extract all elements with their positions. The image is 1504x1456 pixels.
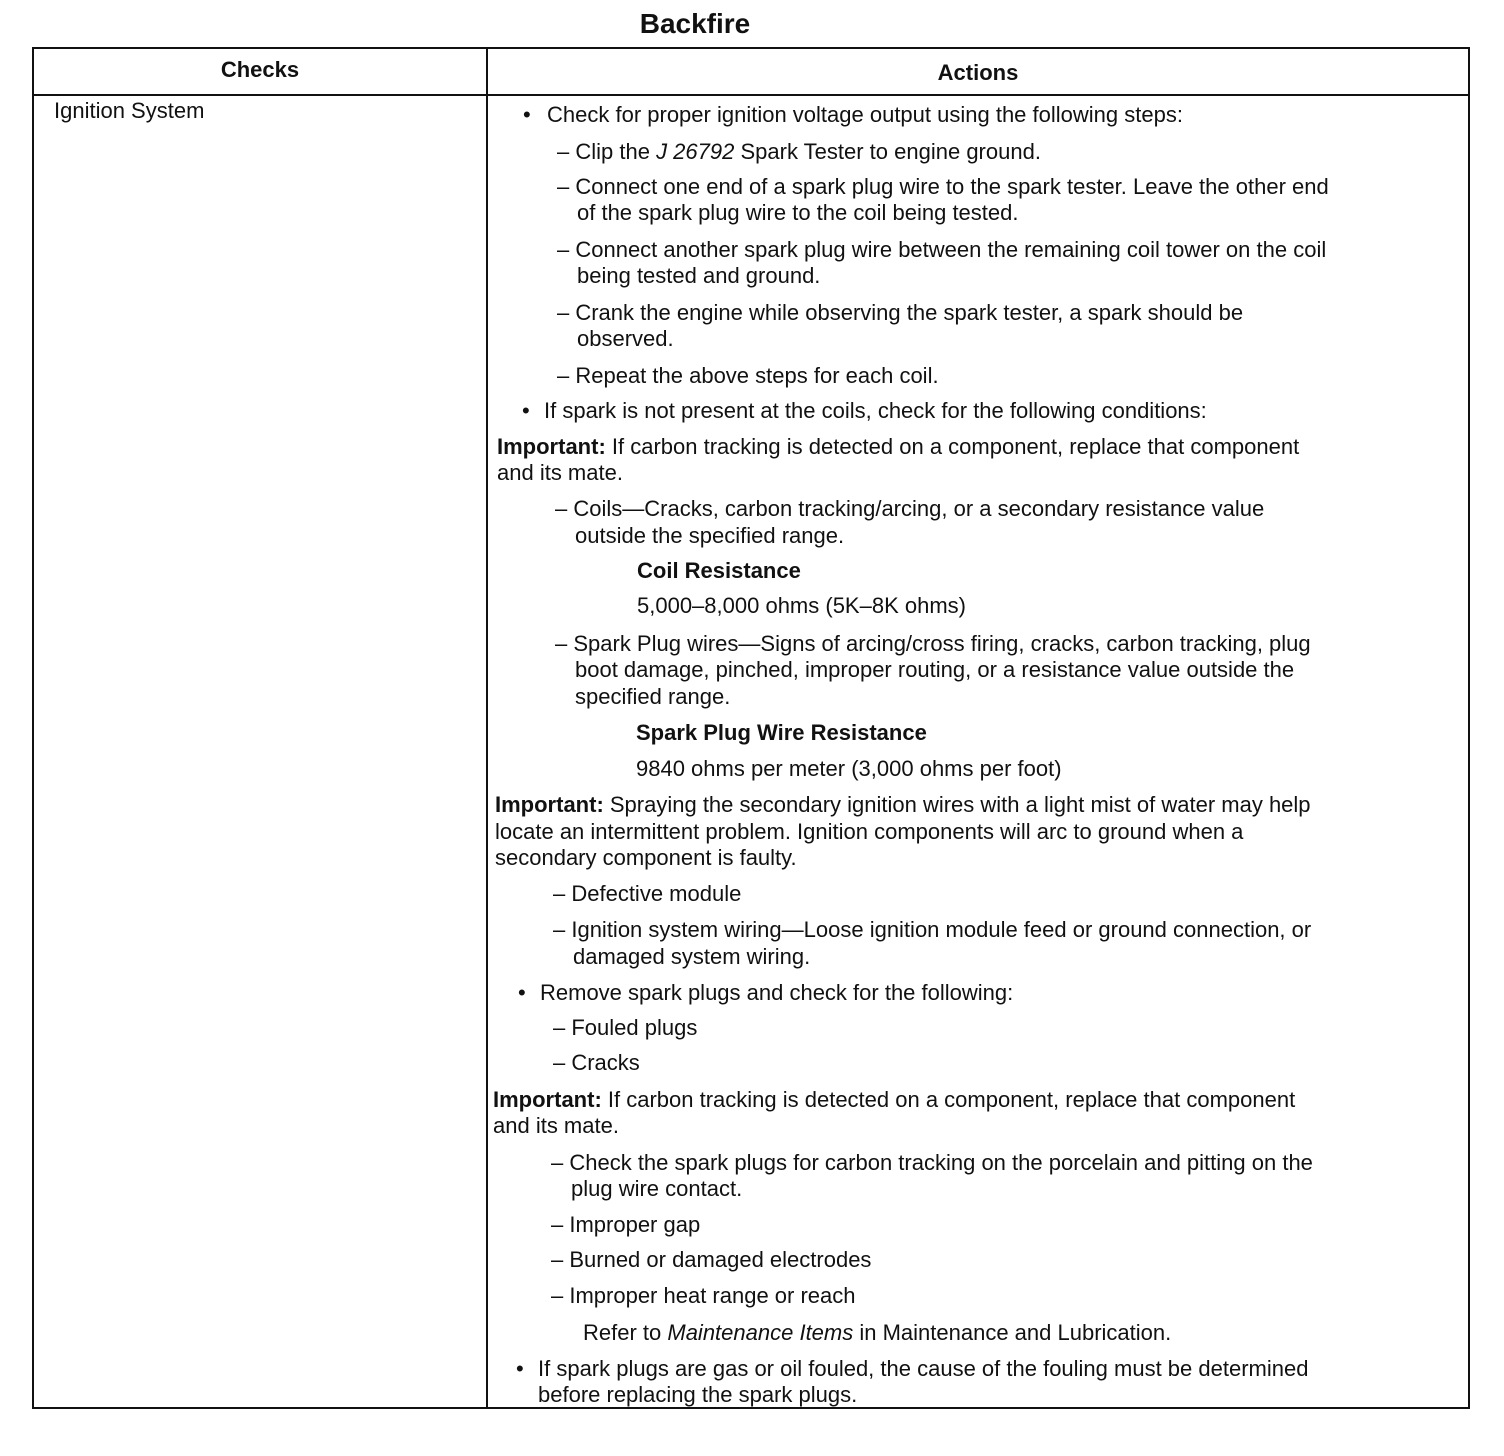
important-label: Important:	[495, 792, 604, 817]
note-text: If carbon tracking is detected on a component, replace that component	[601, 1087, 1296, 1112]
action-step: – Improper heat range or reach	[551, 1283, 856, 1308]
header-actions: Actions	[937, 60, 1019, 85]
page-title: Backfire	[639, 8, 751, 39]
bullet-icon: •	[522, 398, 530, 423]
action-step: – Coils—Cracks, carbon tracking/arcing, or a secondary resistance value	[555, 496, 1265, 521]
reference-text: in Maintenance and Lubrication.	[853, 1320, 1172, 1345]
important-label: Important:	[493, 1087, 602, 1112]
action-step-cont: specified range.	[575, 684, 731, 709]
important-note	[497, 434, 1299, 460]
spec-label: Spark Plug Wire Resistance	[636, 720, 927, 745]
important-note-cont: and its mate.	[493, 1113, 619, 1138]
note-text: If carbon tracking is detected on a component, replace that component	[605, 434, 1300, 459]
action-step: – Ignition system wiring—Loose ignition module feed or ground connection, or	[553, 917, 1312, 942]
action-item: Remove spark plugs and check for the following:	[540, 980, 1014, 1005]
action-step: – Crank the engine while observing the spark tester, a spark should be	[557, 300, 1244, 325]
action-step-cont: being tested and ground.	[577, 263, 821, 288]
important-note-cont: locate an intermittent problem. Ignition components will arc to ground when a	[495, 819, 1244, 844]
tool-number: J 26792	[656, 139, 735, 164]
action-step-cont: outside the specified range.	[575, 523, 845, 548]
action-item: If spark is not present at the coils, check for the following conditions:	[544, 398, 1207, 423]
check-ignition-system: Ignition System	[54, 98, 205, 123]
reference-text: Refer to	[583, 1320, 668, 1345]
action-step-cont: damaged system wiring.	[573, 944, 811, 969]
step-text: – Clip the	[557, 139, 657, 164]
action-step: – Fouled plugs	[553, 1015, 698, 1040]
action-step: – Defective module	[553, 881, 742, 906]
bullet-icon: •	[516, 1356, 524, 1381]
bullet-icon: •	[523, 102, 531, 127]
action-item-cont: before replacing the spark plugs.	[538, 1382, 858, 1407]
action-step: – Improper gap	[551, 1212, 701, 1237]
important-label: Important:	[497, 434, 606, 459]
important-note-cont: and its mate.	[497, 460, 623, 485]
column-divider	[486, 49, 488, 1407]
action-step: – Connect another spark plug wire between the remaining coil tower on the coil	[557, 237, 1327, 262]
action-step: – Spark Plug wires—Signs of arcing/cross firing, cracks, carbon tracking, plug	[555, 631, 1311, 656]
action-step: – Connect one end of a spark plug wire to the spark tester. Leave the other end	[557, 174, 1329, 199]
action-item: If spark plugs are gas or oil fouled, the cause of the fouling must be determined	[538, 1356, 1309, 1381]
important-note-cont: secondary component is faulty.	[495, 845, 797, 870]
action-step-cont: boot damage, pinched, improper routing, or a resistance value outside the	[575, 657, 1295, 682]
action-step: – Cracks	[553, 1050, 640, 1075]
note-text: Spraying the secondary ignition wires with a light mist of water may help	[603, 792, 1311, 817]
action-item: Check for proper ignition voltage output using the following steps:	[547, 102, 1183, 127]
action-step-cont: plug wire contact.	[571, 1176, 743, 1201]
action-step	[557, 139, 1041, 165]
action-step: – Repeat the above steps for each coil.	[557, 363, 939, 388]
step-text: Spark Tester to engine ground.	[734, 139, 1041, 164]
spec-value: 5,000–8,000 ohms (5K–8K ohms)	[637, 593, 966, 618]
reference-link: Maintenance Items	[667, 1320, 854, 1345]
header-divider	[34, 94, 1468, 96]
important-note	[495, 792, 1311, 818]
action-step-cont: of the spark plug wire to the coil being tested.	[577, 200, 1019, 225]
important-note	[493, 1087, 1295, 1113]
bullet-icon: •	[518, 980, 526, 1005]
action-step-cont: observed.	[577, 326, 674, 351]
spec-value: 9840 ohms per meter (3,000 ohms per foot)	[636, 756, 1062, 781]
reference-note	[583, 1320, 1171, 1346]
action-step: – Burned or damaged electrodes	[551, 1247, 872, 1272]
spec-label: Coil Resistance	[637, 558, 801, 583]
header-checks: Checks	[220, 57, 300, 82]
action-step: – Check the spark plugs for carbon tracking on the porcelain and pitting on the	[551, 1150, 1313, 1175]
